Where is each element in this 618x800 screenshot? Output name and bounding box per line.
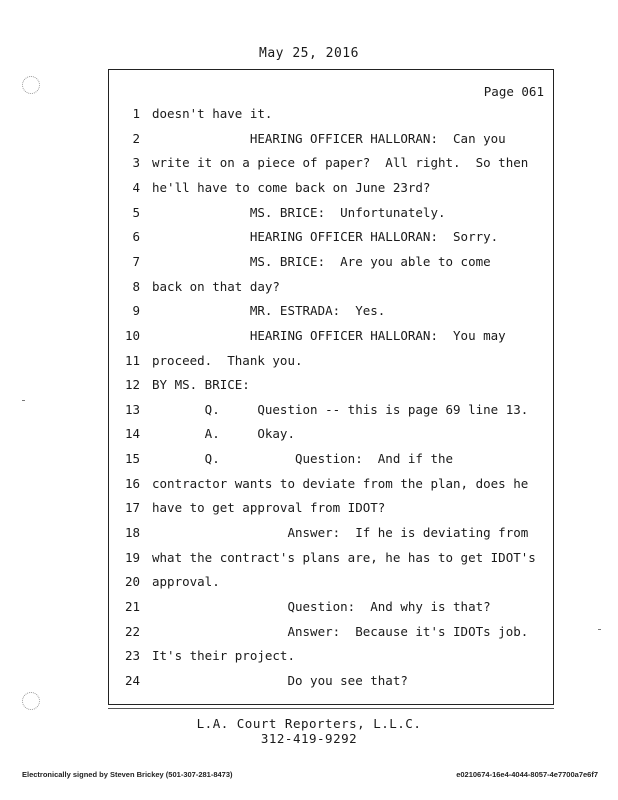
line-number: 2 [132, 130, 140, 146]
line-text: Do you see that? [152, 672, 408, 688]
line-number: 3 [132, 155, 140, 171]
line-text: write it on a piece of paper? All right. So then [152, 155, 529, 171]
transcript-line [108, 129, 554, 149]
line-text: It's their project. [152, 648, 295, 664]
line-text: proceed. Thank you. [152, 352, 303, 368]
transcript-line [108, 277, 554, 297]
line-number: 5 [132, 204, 140, 220]
line-number: 17 [124, 500, 140, 516]
line-number: 24 [124, 672, 140, 688]
transcript-line [108, 153, 554, 173]
transcript-line [108, 572, 554, 592]
line-text: back on that day? [152, 278, 280, 294]
punch-hole-mark-top [22, 76, 40, 94]
line-text: HEARING OFFICER HALLORAN: You may [152, 327, 506, 343]
punch-hole-mark-bottom [22, 692, 40, 710]
line-number: 14 [124, 426, 140, 442]
frame-bottom-rule [108, 708, 554, 709]
transcript-line [108, 622, 554, 642]
line-text: BY MS. BRICE: [152, 377, 250, 393]
transcript-line [108, 104, 554, 124]
transcript-line [108, 203, 554, 223]
transcript-line [108, 400, 554, 420]
transcript-line [108, 375, 554, 395]
transcript-line [108, 523, 554, 543]
line-number: 19 [124, 549, 140, 565]
line-number: 1 [132, 106, 140, 121]
signature-left: Electronically signed by Steven Brickey (501-307-281-8473) [22, 770, 233, 779]
line-text: MR. ESTRADA: Yes. [152, 303, 386, 319]
line-number: 16 [124, 475, 140, 491]
line-number: 10 [124, 327, 140, 343]
transcript-line [108, 326, 554, 346]
transcript-line [108, 646, 554, 666]
reporter-phone: 312-419-9292 [260, 731, 358, 746]
signature-right: e0210674-16e4-4044-8057-4e7700a7e6f7 [456, 770, 598, 779]
line-number: 15 [124, 451, 140, 467]
line-number: 11 [124, 352, 140, 368]
transcript-line [108, 227, 554, 247]
line-number: 9 [132, 303, 140, 319]
line-text: HEARING OFFICER HALLORAN: Can you [152, 130, 506, 146]
line-text: contractor wants to deviate from the plan, does he [152, 475, 529, 491]
transcript-line [108, 449, 554, 469]
line-text: approval. [152, 574, 220, 590]
transcript-line [108, 178, 554, 198]
line-text: A. Okay. [152, 426, 295, 442]
transcript-line [108, 548, 554, 568]
line-number: 6 [132, 229, 140, 245]
transcript-line [108, 474, 554, 494]
line-text: doesn't have it. [152, 106, 273, 121]
transcript-line [108, 252, 554, 272]
line-number: 12 [124, 377, 140, 393]
line-number: 4 [132, 179, 140, 195]
line-number: 20 [124, 574, 140, 590]
transcript-line [108, 424, 554, 444]
transcript-line [108, 498, 554, 518]
line-text: Answer: Because it's IDOTs job. [152, 623, 529, 639]
line-number: 13 [124, 401, 140, 417]
line-text: Answer: If he is deviating from [152, 525, 529, 541]
line-number: 22 [124, 623, 140, 639]
line-number: 23 [124, 648, 140, 664]
transcript-line [108, 351, 554, 371]
reporter-name: L.A. Court Reporters, L.L.C. [196, 716, 422, 731]
margin-tick [22, 400, 25, 401]
line-number: 21 [124, 599, 140, 614]
footer-reporter [0, 716, 618, 746]
line-number: 8 [132, 278, 140, 294]
line-number: 7 [132, 253, 140, 269]
line-text: MS. BRICE: Unfortunately. [152, 204, 446, 220]
line-number: 18 [124, 525, 140, 541]
line-text: what the contract's plans are, he has to get IDOT's [152, 549, 536, 565]
line-text: Q. Question -- this is page 69 line 13. [152, 401, 529, 417]
line-text: Question: And why is that? [152, 599, 491, 614]
line-text: Q. Question: And if the [152, 451, 454, 467]
line-text: MS. BRICE: Are you able to come [152, 253, 491, 269]
transcript-line [108, 671, 554, 691]
transcript-line [108, 597, 554, 617]
header-date: May 25, 2016 [259, 46, 359, 61]
line-text: he'll have to come back on June 23rd? [152, 179, 431, 195]
line-text: have to get approval from IDOT? [152, 500, 386, 516]
page-label: Page 061 [483, 84, 544, 99]
line-text: HEARING OFFICER HALLORAN: Sorry. [152, 229, 499, 245]
transcript-line [108, 301, 554, 321]
margin-tick [598, 629, 601, 630]
